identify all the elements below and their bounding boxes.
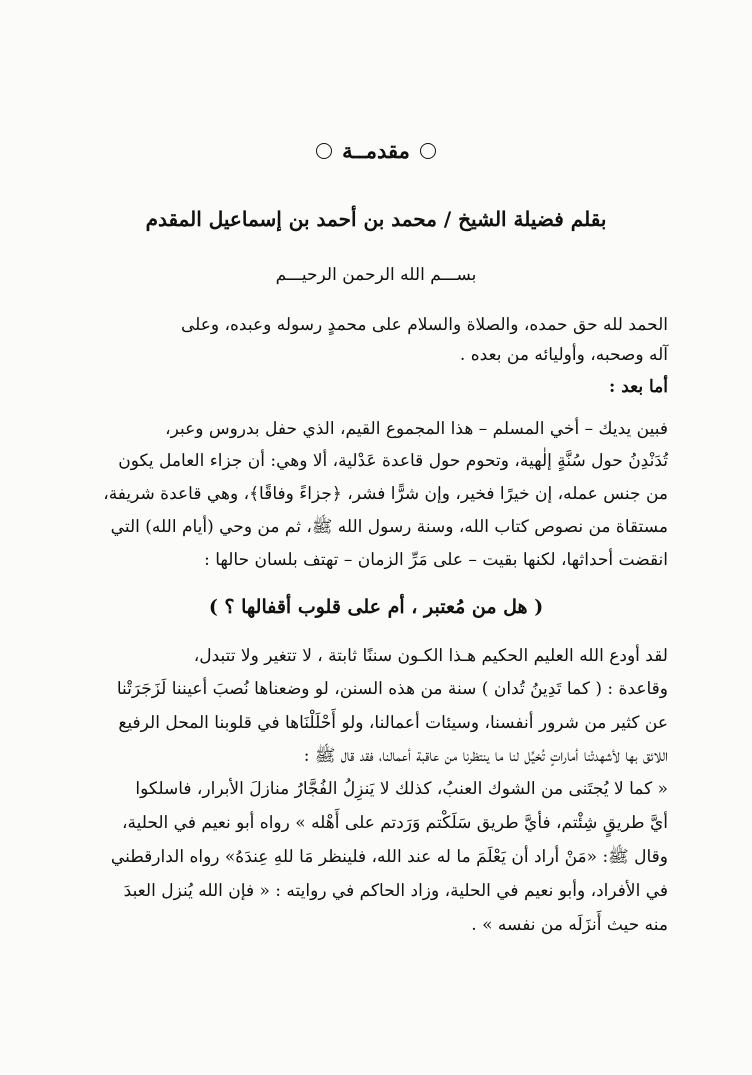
basmala: بســـم الله الرحمن الرحيـــم: [275, 265, 477, 285]
circle-ornament-icon: [316, 143, 332, 159]
paragraph-line: انقضت أحداثها، لكنها بقيت – على مَرِّ الزمان – تهتف بلسان حالها :: [204, 550, 668, 570]
paragraph-line: أيَّ طريقٍ شِئْتم، فأيَّ طريق سَلَكْتم وَرَدتم على أَهْله » رواه أبو نعيم في الحلية،: [122, 813, 668, 833]
paragraph-line: منه حيث أَنزَلَه من نفسه » .: [471, 915, 668, 935]
paragraph-line: الحمد لله حق حمده، والصلاة والسلام على محمدٍ رسوله وعبده، وعلى: [180, 315, 668, 335]
paragraph-line: آله وصحبه، وأوليائه من بعده .: [459, 345, 668, 365]
circle-ornament-icon: [420, 143, 436, 159]
heading-text: مقدمــة: [342, 138, 410, 163]
paragraph-line: « كما لا يُجتَنى من الشوك العنبُ، كذلك لا يَنزِلُ الفُجَّارُ منازلَ الأبرار، فاسلكوا: [135, 779, 668, 799]
paragraph-line: اللائق بها لأشهدتْنا أماراتٍ تُخيِّل لنا ما ينتظرنا من عاقبة أعمالنا، فقد قال ﷺ :: [303, 746, 668, 766]
paragraph-line: عن كثير من شرور أنفسنا، وسيئات أعمالنا، ولو أَحْلَلْنَاها في قلوبنا المحل الرفيع: [118, 713, 668, 733]
amma-baad: أما بعد :: [609, 377, 668, 397]
paragraph-line: فبين يديك – أخي المسلم – هذا المجموع القيم، الذي حفل بدروس وعبر،: [165, 419, 668, 439]
paragraph-line: وقال ﷺ: «مَنْ أراد أن يَعْلَمَ ما له عند الله، فلينظر مَا للهِ عِندَهُ» رواه الدارقطني: [110, 847, 668, 867]
section-heading: [0, 137, 752, 165]
subheading: ( هل من مُعتبر ، أم على قلوب أقفالها ؟ ): [208, 596, 544, 618]
paragraph-line: لقد أودع الله العليم الحكيم هـذا الكـون سننًا ثابتة ، لا تتغير ولا تتبدل،: [193, 646, 668, 666]
paragraph-line: تُدَنْدِنُ حول سُنَّةٍ إلٰهية، وتحوم حول قاعدة عَدْلية، ألا وهي: أن جزاء العامل يكون: [118, 451, 668, 471]
paragraph-line: من جنس عمله، إن خيرًا فخير، وإن شرًّا فشر، ﴿جزاءً وفاقًا﴾، وهي قاعدة شريفة،: [103, 484, 668, 504]
author-line: بقلم فضيلة الشيخ / محمد بن أحمد بن إسماعيل المقدم: [145, 207, 607, 231]
paragraph-line: في الأفراد، وأبو نعيم في الحلية، وزاد الحاكم في روايته : « فإن الله يُنزل العبدَ: [123, 881, 668, 901]
paragraph-line: وقاعدة : ( كما تَدِينُ تُدان ) سنة من هذه السنن، لو وضعناها نُصبَ أعيننا لَزَجَرَتْنا: [116, 679, 668, 699]
paragraph-line: مستقاة من نصوص كتاب الله، وسنة رسول الله ﷺ، ثم من وحي (أيام الله) التي: [110, 517, 668, 537]
